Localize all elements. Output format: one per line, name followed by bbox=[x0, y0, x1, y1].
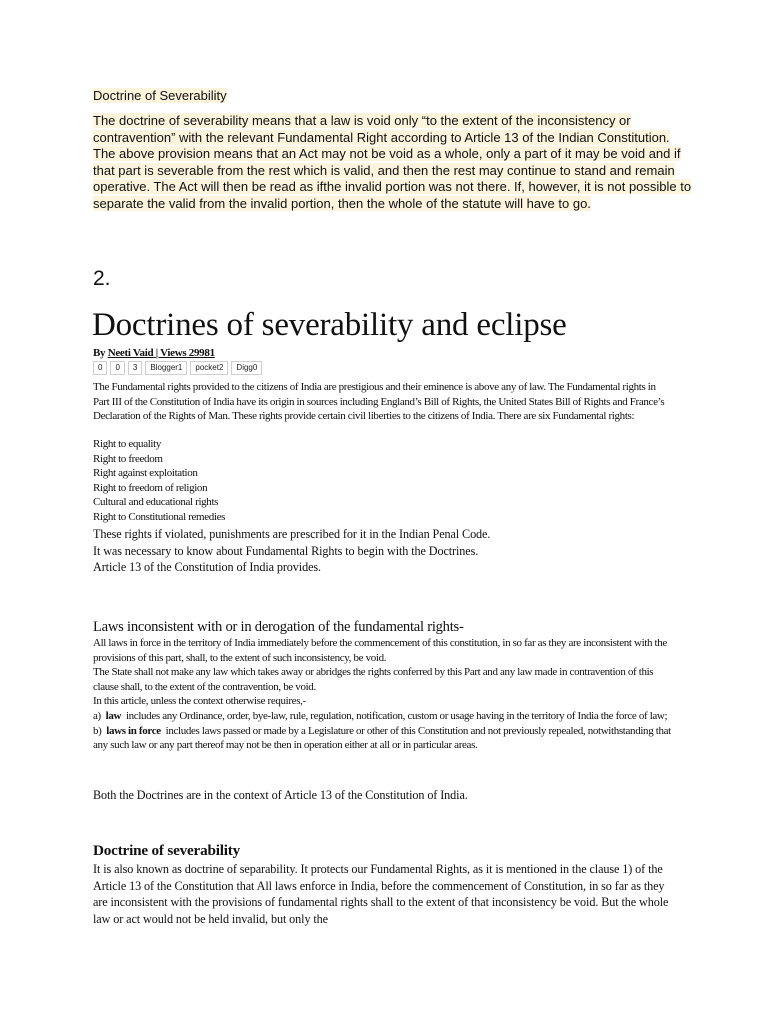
severability-text: It is also known as doctrine of separability. It protects our Fundamental Rights, as it is mentioned in the clause 1) of the Article 13 of the Constitution that All laws enforce in India, before the commencement of Constitution, in so far as they are inconsistent with the provisions of fundamental rights shall to the extent of that inconsistency be void. But the whole law or act would not be held invalid, but only the bbox=[93, 862, 669, 926]
text-line: It was necessary to know about Fundamental Rights to begin with the Doctrines. bbox=[93, 543, 479, 558]
share-counter[interactable]: 0 bbox=[110, 361, 124, 375]
section-title: Doctrine of Severability bbox=[93, 88, 227, 103]
author-name[interactable]: Neeti Vaid bbox=[107, 347, 154, 359]
law-definition-a: a) law includes any Ordinance, order, bye-law, rule, regulation, notification, custom or usage having in the territory of India the force of law; bbox=[93, 709, 668, 722]
severability-heading: Doctrine of severability bbox=[93, 842, 241, 859]
share-counter[interactable]: 3 bbox=[128, 361, 142, 375]
blogger-counter[interactable]: Blogger1 bbox=[145, 361, 187, 375]
author-link[interactable] bbox=[108, 347, 215, 359]
laws-paragraph-2: The State shall not make any law which takes away or abridges the rights conferred by this Part and any law made in contravention of this clause shall, to the extent of the contravention, be void. bbox=[93, 666, 654, 693]
laws-text bbox=[93, 636, 673, 753]
list-item: Cultural and educational rights bbox=[93, 496, 219, 509]
both-doctrines-text: Both the Doctrines are in the context of Article 13 of the Constitution of India. bbox=[93, 788, 468, 802]
intro-paragraph: The doctrine of severability means that a law is void only “to the extent of the inconsistency or contravention” with the relevant Fundamental Right according to Article 13 of the Indian Constitution. The above provision means that an Act may not be void as a whole, only a part of it may be void and if that part is severable from the rest which is valid, and then the rest may continue to stand and remain operative. The Act will then be read as ifthe invalid portion was not there. If, however, it is not possible to separate the valid from the invalid portion, then the whole of the statute will have to go. bbox=[93, 113, 692, 211]
item-number: 2. bbox=[93, 267, 111, 290]
term-laws-in-force: laws in force bbox=[106, 724, 161, 737]
share-counter[interactable]: 0 bbox=[93, 361, 107, 375]
laws-paragraph-3: In this article, unless the context otherwise requires,- bbox=[93, 695, 306, 708]
views-count[interactable]: | Views 29981 bbox=[155, 347, 215, 359]
by-label: By bbox=[93, 347, 106, 359]
list-item: Right to freedom of religion bbox=[93, 481, 208, 494]
law-definition-b: b) laws in force includes laws passed or made by a Legislature or other of this Constitution and not previously repealed, notwithstanding that any such law or any part thereof may not be then in operation either at all or in particular areas. bbox=[93, 724, 671, 752]
text-line: These rights if violated, punishments are prescribed for it in the Indian Penal Code. bbox=[93, 527, 491, 541]
rights-list bbox=[93, 437, 393, 525]
article-title: Doctrines of severability and eclipse bbox=[92, 307, 567, 343]
list-item: Right against exploitation bbox=[93, 467, 198, 480]
pocket-counter[interactable]: pocket2 bbox=[190, 361, 228, 375]
byline bbox=[93, 346, 215, 360]
list-item: Right to equality bbox=[93, 438, 161, 450]
laws-heading: Laws inconsistent with or in derogation of the fundamental rights- bbox=[93, 619, 464, 635]
share-counters bbox=[93, 361, 262, 375]
article-intro: The Fundamental rights provided to the citizens of India are prestigious and their eminence is above any of law. The Fundamental rights in Part III of the Constitution of India have its origin in sources including England’s Bill of Rights, the United States Bill of Rights and France’s Declaration of the Rights of Man. These rights provide certain civil liberties to the citizens of India. There are six Fundamental rights: bbox=[93, 381, 665, 423]
digg-counter[interactable]: Digg0 bbox=[231, 361, 262, 375]
text-line: Article 13 of the Constitution of India provides. bbox=[93, 560, 321, 574]
after-rights bbox=[93, 526, 673, 576]
laws-paragraph-1: All laws in force in the territory of India immediately before the commencement of this constitution, in so far as they are inconsistent with the provisions of this part, shall, to the extent of such inconsistency, be void. bbox=[93, 637, 667, 664]
list-item: Right to freedom bbox=[93, 452, 163, 465]
list-item: Right to Constitutional remedies bbox=[93, 510, 226, 523]
term-law: law bbox=[105, 709, 122, 722]
